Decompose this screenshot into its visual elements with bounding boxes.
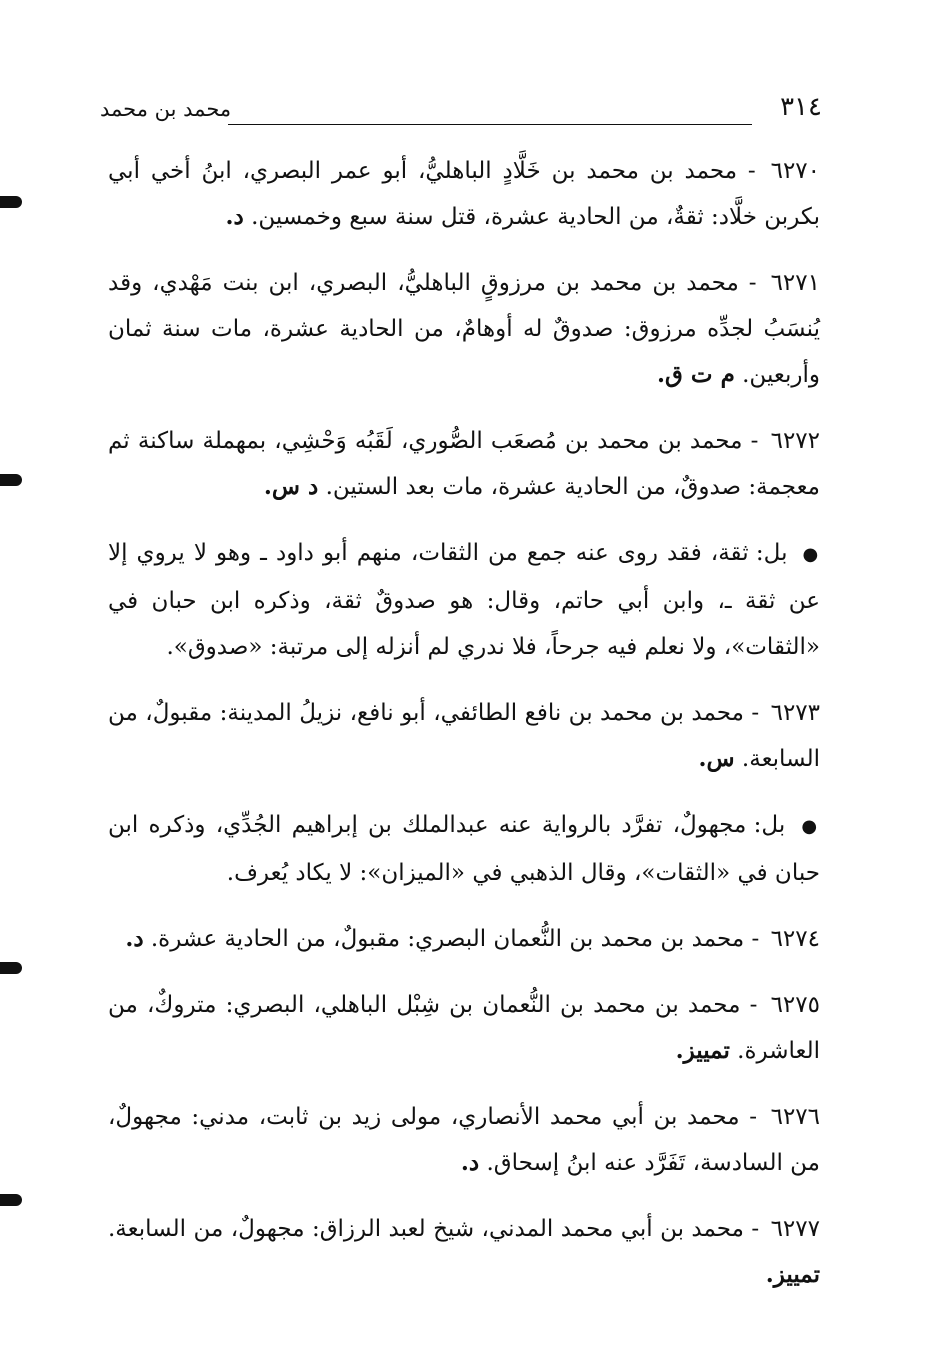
biography-entry bbox=[108, 690, 820, 782]
entry-code: س. bbox=[698, 745, 735, 772]
editor-note bbox=[108, 802, 820, 896]
entry-number: ٦٢٧٧ bbox=[770, 1216, 820, 1242]
entry-number: ٦٢٧٤ bbox=[770, 926, 820, 952]
note-text: بل: ثقة، فقد روى عنه جمع من الثقات، منهم أبو داود ـ وهو لا يروي إلا عن ثقة ـ، وابن أبي حاتم، وقال: هو صدوقٌ ثقة، وذكره ابن حبان في «الثقات»، ولا نعلم فيه جرحاً، فلا ندري لم أنزله إلى مرتبة: «صدوق». bbox=[108, 540, 820, 660]
bullet-icon: ● bbox=[802, 544, 820, 565]
entry-number: ٦٢٧٣ bbox=[770, 700, 821, 726]
biography-entry bbox=[108, 148, 820, 240]
entry-text: - محمد بن أبي محمد الأنصاري، مولى زيد بن ثابت، مدني: مجهولٌ، من السادسة، تَفَرَّد عنه ابنُ إسحاق. bbox=[108, 1104, 820, 1176]
page-body bbox=[108, 148, 820, 1318]
page-header bbox=[100, 92, 822, 132]
entry-number: ٦٢٧٦ bbox=[770, 1104, 821, 1130]
entry-code: م ت ق. bbox=[657, 361, 735, 388]
scan-mark bbox=[0, 196, 22, 208]
entry-number: ٦٢٧١ bbox=[770, 270, 820, 296]
entry-text: - محمد بن محمد بن مُصعَب الصُّوري، لَقَبُه وَحْشِي، بمهملة ساكنة ثم معجمة: صدوقٌ، من الحادية عشرة، مات بعد الستين. bbox=[108, 428, 820, 500]
biography-entry bbox=[108, 916, 820, 962]
scan-mark bbox=[0, 1194, 22, 1206]
biography-entry bbox=[108, 260, 820, 398]
entry-code: د. bbox=[225, 203, 244, 230]
scan-mark bbox=[0, 474, 22, 486]
biography-entry bbox=[108, 418, 820, 510]
entry-number: ٦٢٧٢ bbox=[770, 428, 821, 454]
biography-entry bbox=[108, 1206, 820, 1298]
running-title: محمد بن محمد bbox=[100, 97, 232, 121]
entry-code: تمييز. bbox=[765, 1261, 820, 1288]
entry-text: - محمد بن محمد بن مرزوقٍ الباهليُّ، البصري، ابن بنت مَهْدي، وقد يُنسَبُ لجدِّه مرزوق: صدوقٌ له أوهامٌ، من الحادية عشرة، مات سنة ثمان وأربعين. bbox=[108, 270, 820, 388]
page-number: ٣١٤ bbox=[780, 92, 822, 122]
entry-code: د س. bbox=[263, 473, 319, 500]
entry-text: - محمد بن محمد بن النُّعمان البصري: مقبولٌ، من الحادية عشرة. bbox=[150, 926, 760, 952]
note-text: بل: مجهولٌ، تفرَّد بالرواية عنه عبدالملك بن إبراهيم الجُدِّي، وذكره ابن حبان في «الثقات»، وقال الذهبي في «الميزان»: لا يكاد يُعرف. bbox=[108, 812, 820, 886]
header-rule bbox=[228, 124, 752, 125]
entry-number: ٦٢٧٠ bbox=[770, 158, 821, 184]
entry-code: تمييز. bbox=[675, 1037, 730, 1064]
entry-number: ٦٢٧٥ bbox=[770, 992, 820, 1018]
editor-note bbox=[108, 530, 820, 670]
entry-code: د. bbox=[460, 1149, 480, 1176]
bullet-icon: ● bbox=[801, 816, 820, 837]
biography-entry bbox=[108, 982, 820, 1074]
scan-mark bbox=[0, 962, 22, 974]
entry-text: - محمد بن أبي محمد المدني، شيخ لعبد الرزاق: مجهولٌ، من السابعة. bbox=[108, 1216, 760, 1242]
entry-text: - محمد بن محمد بن النُّعمان بن شِبْل الباهلي، البصري: متروكٌ، من العاشرة. bbox=[108, 992, 820, 1064]
biography-entry bbox=[108, 1094, 820, 1186]
scan-edge-marks bbox=[0, 0, 30, 1365]
entry-text: - محمد بن محمد بن نافع الطائفي، أبو نافع، نزيلُ المدينة: مقبولٌ، من السابعة. bbox=[108, 700, 820, 772]
entry-text: - محمد بن محمد بن خَلَّادٍ الباهليُّ، أبو عمر البصري، ابنُ أخي أبي بكربن خلَّاد: ثقةٌ، من الحادية عشرة، قتل سنة سبع وخمسين. bbox=[108, 158, 820, 230]
entry-code: د. bbox=[125, 925, 144, 952]
